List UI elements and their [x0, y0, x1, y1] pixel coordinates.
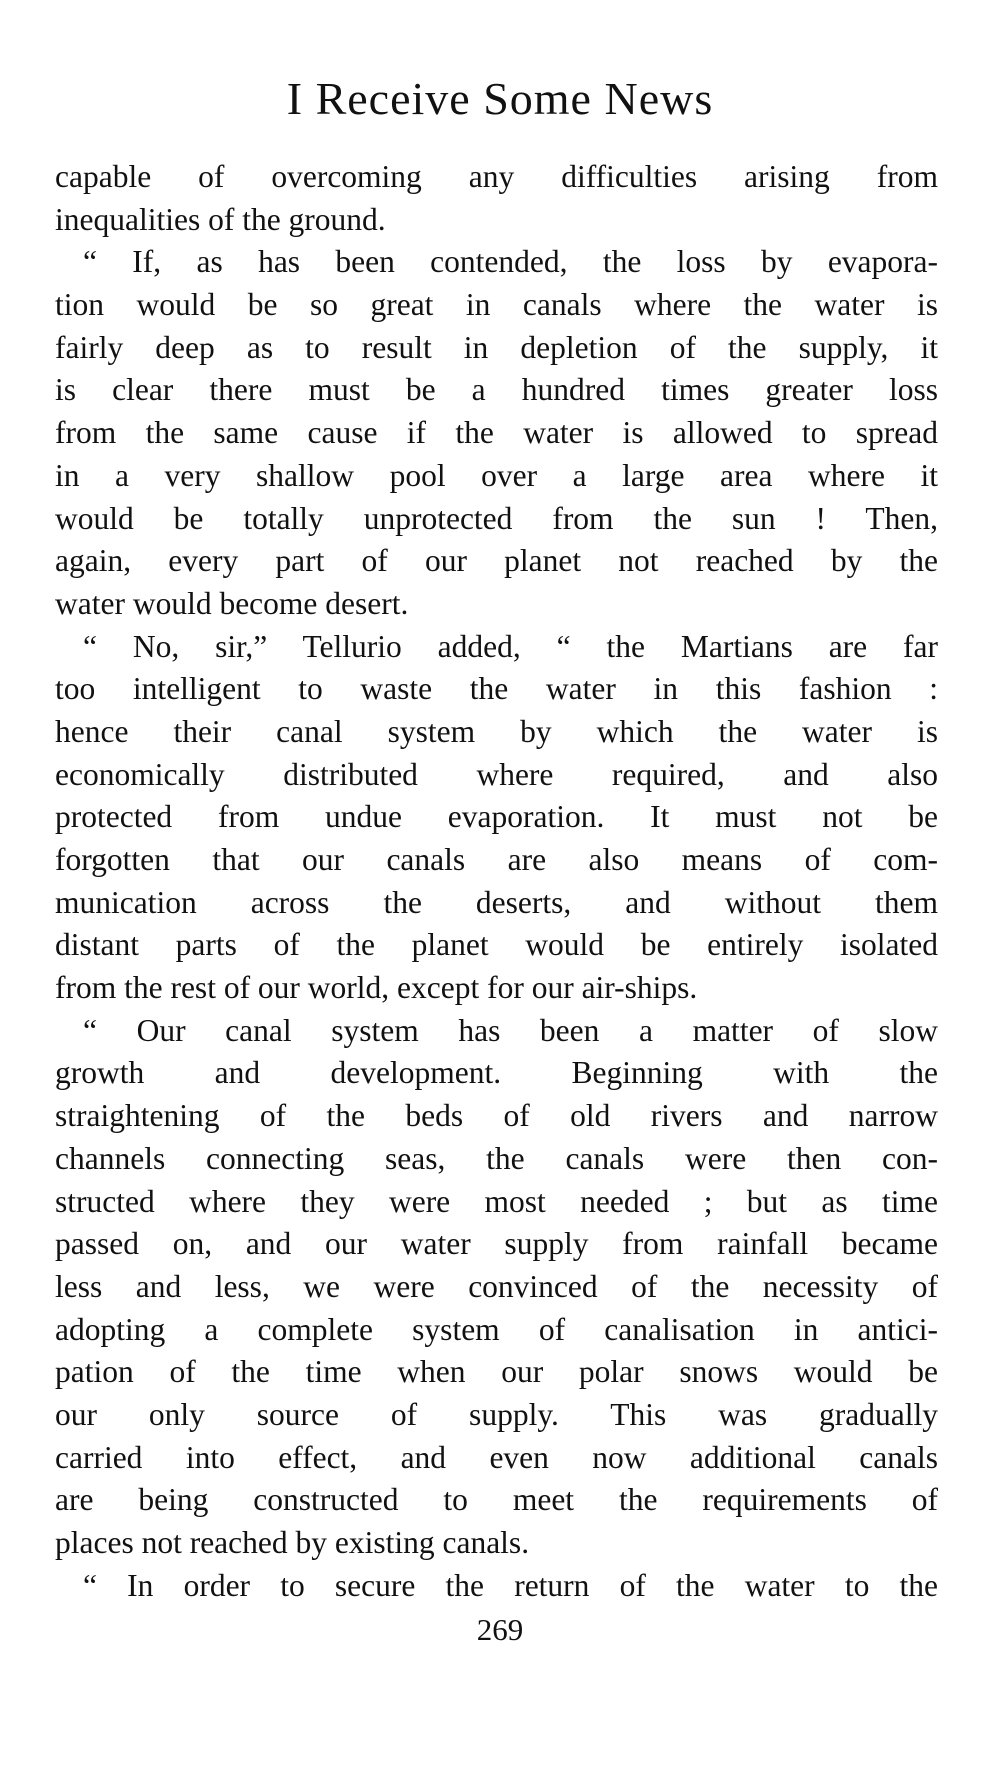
text-line: inequalities of the ground.	[55, 201, 386, 237]
page-number: 269	[476, 1612, 524, 1647]
text-line: places not reached by existing canals.	[55, 1525, 530, 1560]
text-line: adopting a complete system of canalisation in antici-	[55, 1311, 938, 1347]
text-line: “ In order to secure the return of the water to the	[83, 1567, 938, 1603]
text-line: less and less, we were convinced of the necessity of	[55, 1268, 938, 1304]
text-line: tion would be so great in canals where the water is	[55, 287, 938, 323]
text-line: “ No, sir,” Tellurio added, “ the Martians are far	[83, 628, 938, 664]
text-line: forgotten that our canals are also means of com-	[55, 842, 938, 877]
text-line: growth and development. Beginning with the	[55, 1055, 938, 1091]
text-line: capable of overcoming any difficulties arising from	[55, 159, 938, 194]
text-line: from the rest of our world, except for our air-ships.	[55, 970, 698, 1006]
text-line: economically distributed where required, and also	[55, 756, 938, 792]
text-line: passed on, and our water supply from rainfall became	[55, 1226, 938, 1262]
text-line: channels connecting seas, the canals were then con-	[55, 1140, 938, 1176]
text-line: is clear there must be a hundred times greater loss	[55, 372, 938, 408]
page-title: I Receive Some News	[286, 73, 714, 124]
text-line: our only source of supply. This was gradually	[55, 1396, 938, 1432]
text-line: “ Our canal system has been a matter of slow	[83, 1012, 938, 1048]
text-line: “ If, as has been contended, the loss by evapora-	[83, 244, 938, 280]
text-line: straightening of the beds of old rivers and narrow	[55, 1098, 938, 1134]
text-line: too intelligent to waste the water in this fashion :	[55, 671, 938, 707]
text-line: structed where they were most needed ; but as time	[55, 1183, 938, 1219]
text-line: carried into effect, and even now additional canals	[55, 1439, 938, 1475]
text-line: pation of the time when our polar snows would be	[55, 1354, 938, 1390]
text-line: protected from undue evaporation. It must not be	[55, 799, 938, 835]
text-line: water would become desert.	[55, 585, 409, 621]
text-line: in a very shallow pool over a large area where it	[55, 457, 938, 493]
text-line: distant parts of the planet would be entirely isolated	[55, 927, 938, 963]
text-line: fairly deep as to result in depletion of the supply, it	[55, 329, 938, 365]
text-line: are being constructed to meet the requirements of	[55, 1482, 938, 1518]
text-line: would be totally unprotected from the sun ! Then,	[55, 500, 938, 536]
text-line: munication across the deserts, and without them	[55, 884, 938, 920]
body-text	[55, 156, 938, 1607]
text-line: hence their canal system by which the water is	[55, 713, 938, 749]
text-line: from the same cause if the water is allowed to spread	[55, 415, 938, 451]
text-line: again, every part of our planet not reached by the	[55, 543, 938, 579]
